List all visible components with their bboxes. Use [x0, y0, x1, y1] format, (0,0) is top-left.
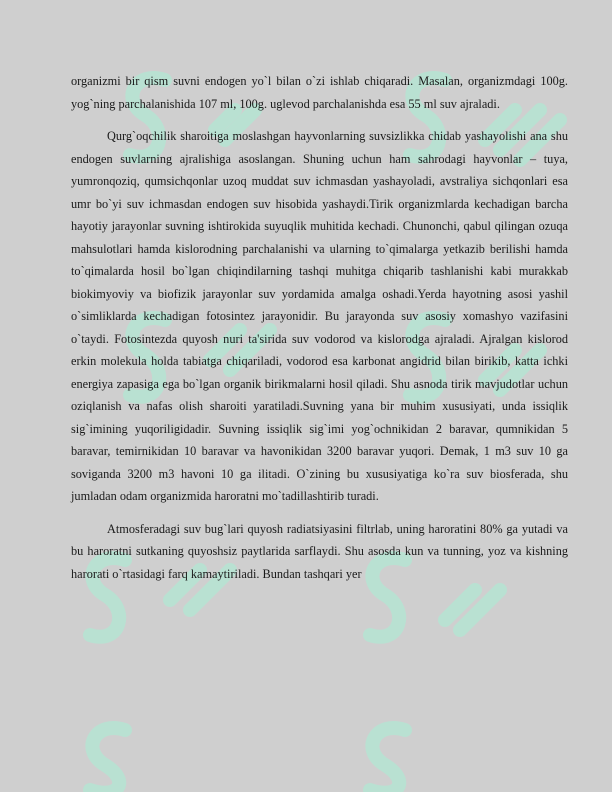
watermark-glyph-13	[90, 728, 125, 792]
paragraph-2: Qurg`oqchilik sharoitiga moslashgan hayvonlarning suvsizlikka chidab yashayolishi ana shu endogen suvlarning ajralishiga asoslangan. Shuning uchun ham sahrodagi hayvonlar – tuya, yumronqoziq, qumsichqonlar uzoq muddat suv ichmasdan yashayoladi, avstraliya sichqonlari esa umr bo`yi suv ichmasdan endogen suv hisobida yashaydi.Tirik organizmlarda kechadigan barcha hayotiy jarayonlar suvning ishtirokida suyuqlik muhitida kechadi. Chunonchi, qabul qilingan ozuqa mahsulotlari hamda kislorodning parchalanishi va ularning to`qimalarga yetkazib berilishi hamda to`qimalarda hosil bo`lgan chiqindilarning tashqi muhitga chiqarib tashlanishi kabi murakkab biokimyoviy va biofizik jarayonlar suv yordamida amalga oshadi.Yerda hayotning asosi yashil o`simliklarda kechadigan fotosintez jarayonidir. Bu jarayonda suv asosiy xomashyo vazifasini o`taydi. Fotosintezda quyosh nuri ta'sirida suv vodorod va kislorodga ajraladi. Ajralgan kislorod erkin molekula holda tabiatga chiqariladi, vodorod esa karbonat angidrid bilan birikib, katta ichki energiya zapasiga ega bo`lgan organik birikmalarni hosil qiladi. Shu asnoda tirik mavjudotlar uchun oziqlanish va nafas olish sharoiti yaratiladi.Suvning yana bir muhim xususiyati, unda issiqlik sig`imining yuqoriligidadir. Suvning issiqlik sig`imi yog`ochnikidan 2 baravar, qumnikidan 5 baravar, temirnikidan 10 baravar va havonikidan 3200 baravar yuqori. Demak, 1 m3 suv 10 ga soviganda 3200 m3 havoni 10 ga ilitadi. O`zining bu xususiyatiga ko`ra suv biosferada, shu jumladan odam organizmida haroratni mo`tadillashtirib turadi.	[71, 129, 568, 503]
document-page	[71, 70, 568, 595]
watermark-glyph-14	[370, 728, 405, 792]
paragraph-1: organizmi bir qism suvni endogen yo`l bilan o`zi ishlab chiqaradi. Masalan, organizmdagi 100g. yog`ning parchalanishida 107 ml, 100g. uglevod parchalanishda esa 55 ml suv ajraladi.	[71, 74, 568, 111]
paragraph-3: Atmosferadagi suv bug`lari quyosh radiatsiyasini filtrlab, uning haroratini 80% ga yutadi va bu haroratni sutkaning quyoshsiz paytlarida sarflaydi. Shu asosda kun va tunning, yoz va kishning harorati o`rtasidagi farq kamaytiriladi. Bundan tashqari yer	[71, 521, 568, 581]
watermark-glyph-12	[445, 590, 500, 630]
